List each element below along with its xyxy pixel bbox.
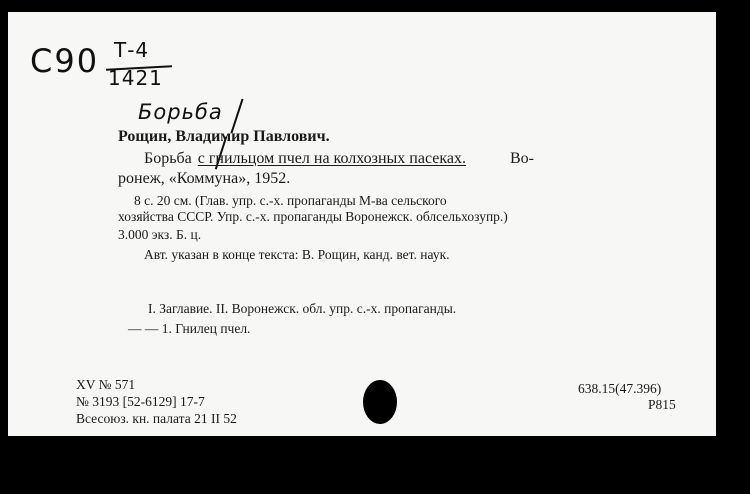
title-suffix: Во- — [510, 150, 534, 167]
tracing-line-2: — — 1. Гнилец пчел. — [128, 321, 251, 336]
shelf-mark-prefix: С90 — [30, 42, 100, 80]
title-prefix: Борьба — [144, 150, 192, 167]
shelf-mark-fraction — [106, 38, 176, 90]
tracing-line-1: I. Заглавие. II. Воронежск. обл. упр. с.-х. пропаганды. — [148, 301, 457, 316]
physical-description-1: 8 с. 20 см. (Глав. упр. с.-х. пропаганды М-ва сельского — [134, 193, 447, 208]
catalog-card — [8, 12, 716, 436]
physical-description-2: хозяйства СССР. Упр. с.-х. пропаганды Воронежск. облсельхозупр.) — [118, 209, 508, 224]
footer-line-1: XV № 571 — [76, 377, 136, 392]
title-line-1 — [144, 150, 534, 168]
author-mark-code: Р815 — [648, 397, 676, 412]
footer-line-2: № 3193 [52-6129] 17-7 — [76, 394, 205, 409]
author-heading: Рощин, Владимир Павлович. — [118, 128, 330, 145]
handwritten-heading: Борьба — [138, 100, 223, 124]
footer-line-3: Всесоюз. кн. палата 21 II 52 — [76, 411, 237, 426]
title-line-2: ронеж, «Коммуна», 1952. — [118, 170, 291, 187]
title-underlined: с гнильцом пчел на колхозных пасеках. — [197, 150, 466, 167]
physical-description-3: 3.000 экз. Б. ц. — [118, 227, 202, 242]
shelf-mark-numerator: Т-4 — [114, 38, 150, 62]
udc-number: 638.15(47.396) — [578, 381, 662, 396]
author-note: Авт. указан в конце текста: В. Рощин, канд. вет. наук. — [144, 247, 450, 262]
shelf-mark-denominator: 1421 — [108, 66, 163, 90]
punch-hole — [363, 380, 397, 424]
